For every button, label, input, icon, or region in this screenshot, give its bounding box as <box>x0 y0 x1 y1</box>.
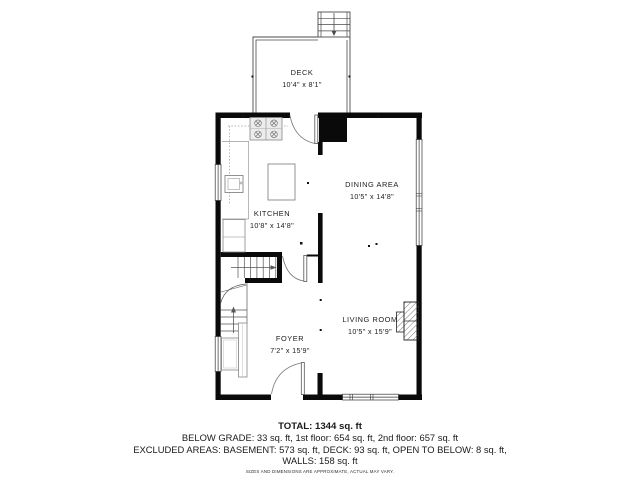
total-area-text: TOTAL: 1344 sq. ft <box>278 421 362 432</box>
front-door <box>272 363 305 395</box>
stairs-door <box>283 256 307 282</box>
living-room-window <box>343 394 399 400</box>
wall-mass <box>319 113 347 143</box>
foyer-closet <box>222 338 239 370</box>
room-dims-deck: 10'4" x 8'1" <box>282 80 322 89</box>
appliance-block <box>223 220 245 253</box>
kitchen-window <box>215 165 221 201</box>
room-label-kitchen: KITCHEN <box>253 209 291 218</box>
deck-door <box>290 115 318 144</box>
room-dims-kitchen: 10'8" x 14'8" <box>250 221 294 230</box>
door-swing-arc <box>283 256 304 281</box>
room-dims-living: 10'5" x 15'9" <box>348 327 392 336</box>
stair-up-arrow-icon <box>231 307 236 313</box>
door-swing-arc <box>272 363 302 394</box>
room-label-dining: DINING AREA <box>345 180 399 189</box>
kitchen-fixtures <box>222 118 295 253</box>
included-areas-text: BELOW GRADE: 33 sq. ft, 1st floor: 654 sq. ft, 2nd floor: 657 sq. ft <box>181 432 459 444</box>
room-label-deck: DECK <box>290 68 314 77</box>
foyer-partition <box>239 323 248 377</box>
room-label-living: LIVING ROOM <box>342 315 398 324</box>
kitchen-island <box>268 164 295 200</box>
deck-stairs <box>318 12 350 37</box>
room-label-foyer: FOYER <box>275 334 305 343</box>
excluded-areas-text: EXCLUDED AREAS: BASEMENT: 573 sq. ft, DECK: 93 sq. ft, OPEN TO BELOW: 8 sq. ft, <box>133 443 507 455</box>
dining-window <box>416 140 422 246</box>
staircase <box>221 257 277 333</box>
walls-area-text: WALLS: 158 sq. ft <box>282 455 358 466</box>
room-dims-foyer: 7'2" x 15'9" <box>270 346 310 355</box>
door-swing-arc <box>290 116 315 144</box>
room-dims-dining: 10'5" x 14'8" <box>350 192 394 201</box>
foyer-window <box>215 337 221 372</box>
disclaimer-text: SIZES AND DIMENSIONS ARE APPROXIMATE, ACTUAL MAY VARY. <box>245 469 395 475</box>
stove <box>250 118 282 141</box>
fireplace <box>397 302 419 340</box>
sink <box>225 176 243 193</box>
area-summary <box>0 421 640 476</box>
deck-area <box>253 12 350 113</box>
